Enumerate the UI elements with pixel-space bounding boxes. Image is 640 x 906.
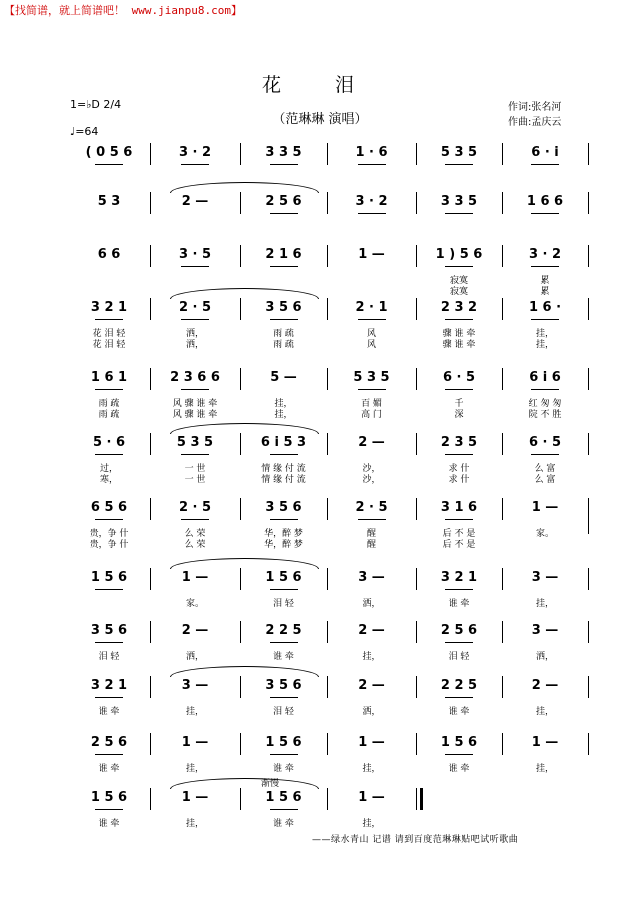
measure-notes: 1 5 6 — [90, 570, 128, 585]
lyric-text: 贵，争 什 — [89, 540, 129, 550]
lyric-text: 寂寞 — [449, 276, 469, 286]
lyric-text: 红 匆 匆 — [528, 399, 562, 409]
lyric-text: 花 泪 轻 — [92, 329, 126, 339]
beam-underline — [270, 809, 298, 810]
lyric-text: 骤 谁 牵 — [442, 329, 476, 339]
barline — [416, 433, 417, 455]
lyric-text: 挂， — [362, 819, 381, 829]
measure-notes: 5 · 6 — [92, 435, 126, 450]
barline — [240, 498, 241, 520]
lyric-text: 么 富 — [534, 464, 556, 474]
lyric-text: 挂， — [274, 399, 293, 409]
lyric-text: 寒， — [99, 475, 119, 485]
barline — [588, 368, 589, 390]
beam-underline — [270, 213, 298, 214]
barline — [240, 298, 241, 320]
beam-underline — [445, 589, 473, 590]
lyric-text: 家。 — [535, 529, 555, 539]
barline — [240, 568, 241, 590]
beam-underline — [445, 519, 473, 520]
lyric-text: 挂， — [535, 329, 555, 339]
lyric-text: 谁 牵 — [273, 652, 294, 662]
lyric-text: 风 — [366, 340, 377, 350]
lyric-text: 谁 牵 — [98, 707, 120, 717]
beam-underline — [531, 164, 559, 165]
barline — [150, 498, 151, 520]
lyric-text: 花 泪 轻 — [92, 340, 126, 350]
barline — [502, 368, 503, 390]
lyric-text: 谁 牵 — [98, 764, 120, 774]
measure-notes: 6 · 5 — [528, 435, 562, 450]
measure-notes: 3 3 5 — [265, 145, 302, 160]
beam-underline — [181, 266, 209, 267]
measure-notes: 3 · 5 — [178, 247, 212, 262]
barline — [150, 788, 151, 810]
measure-notes: 2 3 5 — [440, 435, 478, 450]
beam-underline — [181, 164, 209, 165]
beam-underline — [270, 589, 298, 590]
lyric-text: 么 荣 — [184, 529, 206, 539]
measure-notes: 2 — — [358, 678, 385, 693]
beam-underline — [445, 213, 473, 214]
barline — [327, 245, 328, 267]
barline — [588, 676, 589, 698]
beam-underline — [270, 454, 298, 455]
barline — [416, 143, 417, 165]
lyric-text: 洒， — [185, 329, 205, 339]
barline — [327, 192, 328, 214]
slur — [170, 423, 319, 434]
barline — [502, 192, 503, 214]
barline — [327, 788, 328, 810]
slur — [170, 666, 319, 677]
beam-underline — [95, 754, 123, 755]
measure-notes: 1 — — [181, 790, 209, 805]
lyric-text: 么 荣 — [184, 540, 206, 550]
measure-notes: 2 5 6 — [90, 735, 128, 750]
measure-notes: 6 i 6 — [529, 370, 561, 385]
barline — [240, 788, 241, 810]
barline — [416, 621, 417, 643]
lyric-text: 谁 牵 — [98, 819, 120, 829]
lyric-text: 泪 轻 — [273, 599, 294, 609]
beam-underline — [445, 389, 473, 390]
lyric-text: 么 富 — [534, 475, 556, 485]
site-banner[interactable]: 【找简谱，就上简谱吧！ www.jianpu8.com】 — [4, 4, 242, 17]
measure-notes: 3 5 6 — [265, 678, 302, 693]
measure-notes: 5 3 5 — [353, 370, 390, 385]
barline — [588, 298, 589, 320]
measure-notes: 5 3 — [97, 194, 121, 209]
measure-notes: 6 5 6 — [90, 500, 128, 515]
barline — [502, 498, 503, 520]
measure-notes: 3 · 2 — [528, 247, 562, 262]
barline — [588, 621, 589, 643]
measure-notes: 2 — — [531, 678, 559, 693]
lyric-text: 院 不 胜 — [528, 410, 562, 420]
lyric-text: 一 世 — [184, 475, 206, 485]
lyric-text: 华，醉 梦 — [264, 540, 303, 550]
lyric-text: 求 什 — [448, 475, 470, 485]
beam-underline — [531, 454, 559, 455]
barline — [502, 298, 503, 320]
lyric-text: 一 世 — [184, 464, 206, 474]
measure-notes: 3 5 6 — [90, 623, 128, 638]
measure-notes: ( 0 5 6 — [85, 145, 133, 160]
barline — [240, 433, 241, 455]
barline — [416, 568, 417, 590]
barline — [327, 368, 328, 390]
lyric-text: 挂， — [274, 410, 293, 420]
lyric-text: 挂， — [362, 764, 381, 774]
barline — [327, 621, 328, 643]
measure-notes: 2 3 6 6 — [170, 370, 220, 385]
measure-notes: 3 3 5 — [440, 194, 478, 209]
measure-notes: 6 i 5 3 — [260, 435, 307, 450]
measure-notes: 5 3 5 — [176, 435, 214, 450]
lyric-text: 雨 疏 — [273, 329, 294, 339]
lyric-text: 挂， — [185, 764, 205, 774]
measure-notes: 6 6 — [97, 247, 121, 262]
measure-notes: 1 — — [181, 570, 209, 585]
barline — [150, 368, 151, 390]
lyric-text: 雨 疏 — [98, 410, 120, 420]
beam-underline — [270, 519, 298, 520]
slur — [170, 288, 319, 299]
barline — [240, 733, 241, 755]
lyric-text: 挂， — [185, 707, 205, 717]
measure-notes: 3 — — [181, 678, 209, 693]
lyric-text: 累 — [540, 276, 550, 286]
lyric-text: 洒， — [362, 707, 381, 717]
beam-underline — [445, 266, 473, 267]
beam-underline — [531, 389, 559, 390]
beam-underline — [95, 809, 123, 810]
measure-notes: 3 · 2 — [178, 145, 212, 160]
lyric-text: 后 不 是 — [442, 540, 476, 550]
beam-underline — [95, 519, 123, 520]
beam-underline — [445, 454, 473, 455]
measure-notes: 1 — — [358, 735, 385, 750]
lyric-text: 谁 牵 — [448, 707, 470, 717]
barline — [150, 621, 151, 643]
measure-notes: 1 5 6 — [265, 570, 302, 585]
barline — [416, 788, 417, 810]
lyric-text: 过， — [99, 464, 119, 474]
measure-notes: 2 — — [358, 435, 385, 450]
lyric-text: 洒， — [362, 599, 381, 609]
measure-notes: 3 · 2 — [355, 194, 388, 209]
barline — [150, 245, 151, 267]
barline — [588, 245, 589, 267]
measure-notes: 2 · 5 — [178, 300, 212, 315]
measure-notes: 2 5 6 — [440, 623, 478, 638]
barline — [416, 368, 417, 390]
barline — [502, 621, 503, 643]
song-subtitle: （范琳琳 演唱） — [272, 112, 368, 127]
composer: 作曲:孟庆云 — [508, 117, 562, 128]
lyric-text: 谁 牵 — [448, 599, 470, 609]
lyric-text: 贵，争 什 — [89, 529, 129, 539]
lyric-text: 谁 牵 — [448, 764, 470, 774]
lyric-text: 挂， — [535, 764, 555, 774]
beam-underline — [270, 319, 298, 320]
lyric-text: 谁 牵 — [273, 819, 294, 829]
measure-notes: 1 5 6 — [440, 735, 478, 750]
measure-notes: 3 — — [358, 570, 385, 585]
barline — [240, 621, 241, 643]
lyric-text: 骤 谁 牵 — [442, 340, 476, 350]
measure-notes: 2 — — [181, 623, 209, 638]
barline — [327, 433, 328, 455]
measure-notes: 1 — — [531, 735, 559, 750]
slur — [170, 778, 319, 789]
barline — [327, 676, 328, 698]
barline — [502, 143, 503, 165]
barline — [240, 143, 241, 165]
lyric-text: 泪 轻 — [98, 652, 120, 662]
measure-notes: 3 5 6 — [265, 500, 302, 515]
beam-underline — [358, 164, 386, 165]
measure-notes: 2 1 6 — [265, 247, 302, 262]
barline — [502, 733, 503, 755]
barline — [502, 245, 503, 267]
barline — [588, 568, 589, 590]
barline — [327, 298, 328, 320]
beam-underline — [445, 319, 473, 320]
measure-notes: 1 6 6 — [526, 194, 564, 209]
barline — [150, 433, 151, 455]
lyric-text: 洒， — [535, 652, 555, 662]
beam-underline — [531, 213, 559, 214]
tempo-change-marking: 渐慢 — [260, 779, 280, 789]
beam-underline — [181, 319, 209, 320]
beam-underline — [95, 389, 123, 390]
measure-notes: 3 2 1 — [90, 678, 128, 693]
beam-underline — [95, 697, 123, 698]
lyric-text: 累 — [540, 287, 550, 297]
measure-notes: 1 5 6 — [90, 790, 128, 805]
measure-notes: 1 — — [358, 247, 385, 262]
measure-notes: 1 6 1 — [90, 370, 128, 385]
beam-underline — [270, 697, 298, 698]
beam-underline — [445, 754, 473, 755]
lyric-text: 千 — [454, 399, 464, 409]
lyric-text: 挂， — [535, 599, 555, 609]
measure-notes: 1 5 6 — [265, 790, 302, 805]
lyric-text: 情 缘 付 流 — [261, 475, 306, 485]
beam-underline — [95, 454, 123, 455]
beam-underline — [358, 519, 386, 520]
measure-notes: 2 · 1 — [355, 300, 388, 315]
barline — [240, 676, 241, 698]
lyric-text: 雨 疏 — [98, 399, 120, 409]
measure-notes: 3 — — [531, 623, 559, 638]
lyric-text: 泪 轻 — [448, 652, 470, 662]
barline — [327, 498, 328, 520]
lyric-text: 谁 牵 — [273, 764, 294, 774]
beam-underline — [95, 642, 123, 643]
beam-underline — [181, 454, 209, 455]
beam-underline — [270, 164, 298, 165]
lyric-text: 沙， — [362, 475, 381, 485]
credits — [508, 100, 561, 130]
measure-notes: 2 · 5 — [355, 500, 388, 515]
beam-underline — [445, 164, 473, 165]
measure-notes: 2 — — [181, 194, 209, 209]
barline — [588, 433, 589, 455]
measure-notes: 1 — — [358, 790, 385, 805]
beam-underline — [95, 589, 123, 590]
barline — [416, 298, 417, 320]
beam-underline — [270, 642, 298, 643]
barline — [150, 568, 151, 590]
barline — [150, 733, 151, 755]
barline — [240, 368, 241, 390]
lyric-text: 风 — [366, 329, 377, 339]
lyric-text: 深 — [454, 410, 464, 420]
beam-underline — [95, 164, 123, 165]
beam-underline — [358, 389, 386, 390]
beam-underline — [181, 389, 209, 390]
barline — [150, 143, 151, 165]
barline — [588, 192, 589, 214]
measure-notes: 3 2 1 — [90, 300, 128, 315]
barline — [327, 733, 328, 755]
measure-notes: 5 3 5 — [440, 145, 478, 160]
lyric-text: 洒， — [185, 340, 205, 350]
barline — [588, 498, 589, 534]
beam-underline — [358, 319, 386, 320]
beam-underline — [358, 213, 386, 214]
lyric-text: 醒 — [366, 540, 377, 550]
measure-notes: 3 1 6 — [440, 500, 478, 515]
measure-notes: 2 3 2 — [440, 300, 478, 315]
barline — [502, 676, 503, 698]
measure-notes: 3 2 1 — [440, 570, 478, 585]
measure-notes: 2 · 5 — [178, 500, 212, 515]
beam-underline — [181, 519, 209, 520]
lyric-text: 华，醉 梦 — [264, 529, 303, 539]
measure-notes: 6 · i — [531, 145, 559, 160]
measure-notes: 5 — — [270, 370, 297, 385]
lyric-text: 风 骤 谁 牵 — [172, 399, 218, 409]
lyric-text: 雨 疏 — [273, 340, 294, 350]
measure-notes: 1 — — [531, 500, 559, 515]
measure-notes: 1 5 6 — [265, 735, 302, 750]
lyric-text: 情 缘 付 流 — [261, 464, 306, 474]
song-title: 花 泪 — [261, 74, 379, 96]
measure-notes: 1 ) 5 6 — [435, 247, 483, 262]
barline — [416, 733, 417, 755]
barline — [416, 192, 417, 214]
barline — [416, 498, 417, 520]
lyric-text: 沙， — [362, 464, 381, 474]
barline — [240, 245, 241, 267]
barline — [150, 676, 151, 698]
measure-notes: 6 · 5 — [442, 370, 476, 385]
lyric-text: 风 骤 谁 牵 — [172, 410, 218, 420]
measure-notes: 3 — — [531, 570, 559, 585]
measure-notes: 2 2 5 — [265, 623, 302, 638]
slur — [170, 558, 319, 569]
barline — [416, 245, 417, 267]
beam-underline — [445, 642, 473, 643]
measure-notes: 2 5 6 — [265, 194, 302, 209]
beam-underline — [531, 266, 559, 267]
lyric-text: 求 什 — [448, 464, 470, 474]
slur — [170, 182, 319, 193]
final-barline — [420, 788, 423, 810]
lyric-text: 泪 轻 — [273, 707, 294, 717]
lyric-text: 寂寞 — [449, 287, 469, 297]
barline — [588, 143, 589, 165]
lyric-text: 百 媚 — [361, 399, 382, 409]
barline — [588, 733, 589, 755]
lyric-text: 高 门 — [361, 410, 382, 420]
lyric-text: 挂， — [185, 819, 205, 829]
barline — [502, 433, 503, 455]
lyric-text: 洒， — [185, 652, 205, 662]
barline — [240, 192, 241, 214]
beam-underline — [531, 319, 559, 320]
barline — [502, 568, 503, 590]
barline — [150, 298, 151, 320]
tempo-marking: ♩=64 — [70, 125, 99, 138]
lyric-text: 家。 — [185, 599, 205, 609]
beam-underline — [95, 319, 123, 320]
lyric-text: 后 不 是 — [442, 529, 476, 539]
key-signature: 1=♭D 2/4 — [70, 98, 122, 111]
barline — [416, 676, 417, 698]
beam-underline — [270, 266, 298, 267]
measure-notes: 1 · 6 — [355, 145, 388, 160]
beam-underline — [270, 754, 298, 755]
lyric-text: 醒 — [366, 529, 377, 539]
measure-notes: 2 2 5 — [440, 678, 478, 693]
lyric-text: 挂， — [535, 707, 555, 717]
measure-notes: 1 6 · — [528, 300, 562, 315]
beam-underline — [445, 697, 473, 698]
barline — [327, 143, 328, 165]
barline — [327, 568, 328, 590]
lyric-text: 挂， — [362, 652, 381, 662]
barline — [150, 192, 151, 214]
lyric-text: 挂， — [535, 340, 555, 350]
measure-notes: 3 5 6 — [265, 300, 302, 315]
lyricist: 作词:张名河 — [508, 102, 562, 113]
measure-notes: 1 — — [181, 735, 209, 750]
measure-notes: 2 — — [358, 623, 385, 638]
footer-note: ——绿水青山 记谱 请到百度范琳琳贴吧试听歌曲 — [312, 835, 519, 845]
